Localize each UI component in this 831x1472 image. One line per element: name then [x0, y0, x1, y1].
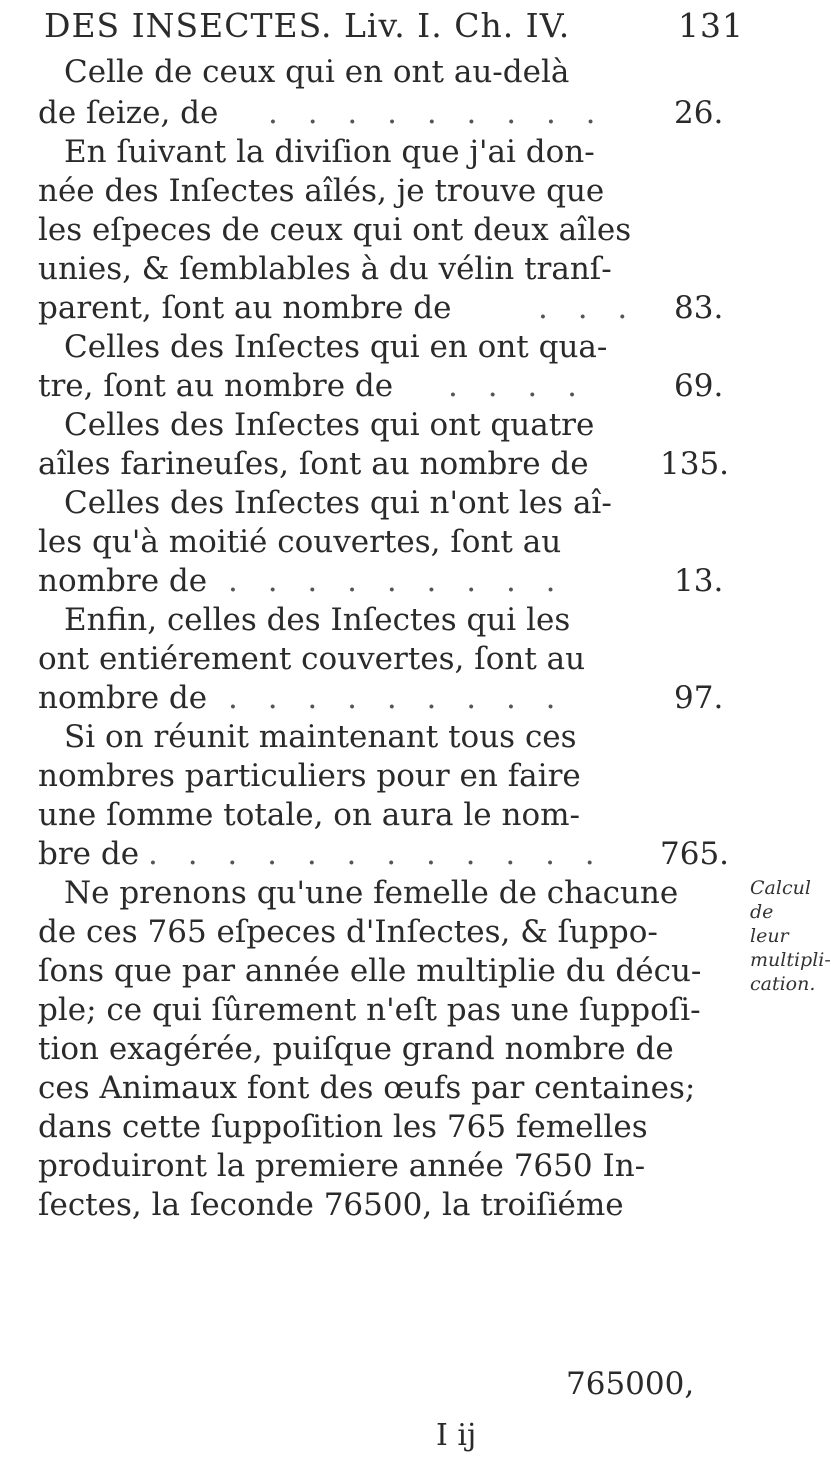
text-line: nombre de . . . . . . . . . 13.: [38, 563, 724, 599]
count-value: 26.: [674, 95, 724, 131]
signature-mark: I ij: [436, 1418, 477, 1453]
count-value: 69.: [674, 368, 724, 404]
margin-note-line: cation.: [750, 973, 816, 995]
margin-note-line: Calcul: [750, 877, 811, 899]
count-value: 765.: [660, 836, 730, 872]
page-number: 131: [678, 6, 744, 45]
margin-note: [750, 876, 831, 996]
margin-note-line: de leur: [750, 901, 789, 947]
text-line: parent, ſont au nombre de . . . 83.: [38, 290, 724, 326]
count-value: 13.: [674, 563, 724, 599]
count-value: 97.: [674, 680, 724, 716]
count-value: 83.: [674, 290, 724, 326]
text-line: de ſeize, de . . . . . . . . . 26.: [38, 95, 724, 131]
text-line: nombre de . . . . . . . . . 97.: [38, 680, 724, 716]
count-value: 135.: [660, 446, 730, 482]
text-line: tre, ſont au nombre de . . . . 69.: [38, 368, 724, 404]
running-header: [44, 6, 744, 50]
margin-note-line: multipli-: [750, 949, 831, 971]
text-line: bre de . . . . . . . . . . . . 765.: [38, 836, 730, 872]
running-title: DES INSECTES. Liv. I. Ch. IV.: [44, 6, 571, 45]
text-line: aîles farineuſes, ſont au nombre de 135.: [38, 446, 730, 482]
